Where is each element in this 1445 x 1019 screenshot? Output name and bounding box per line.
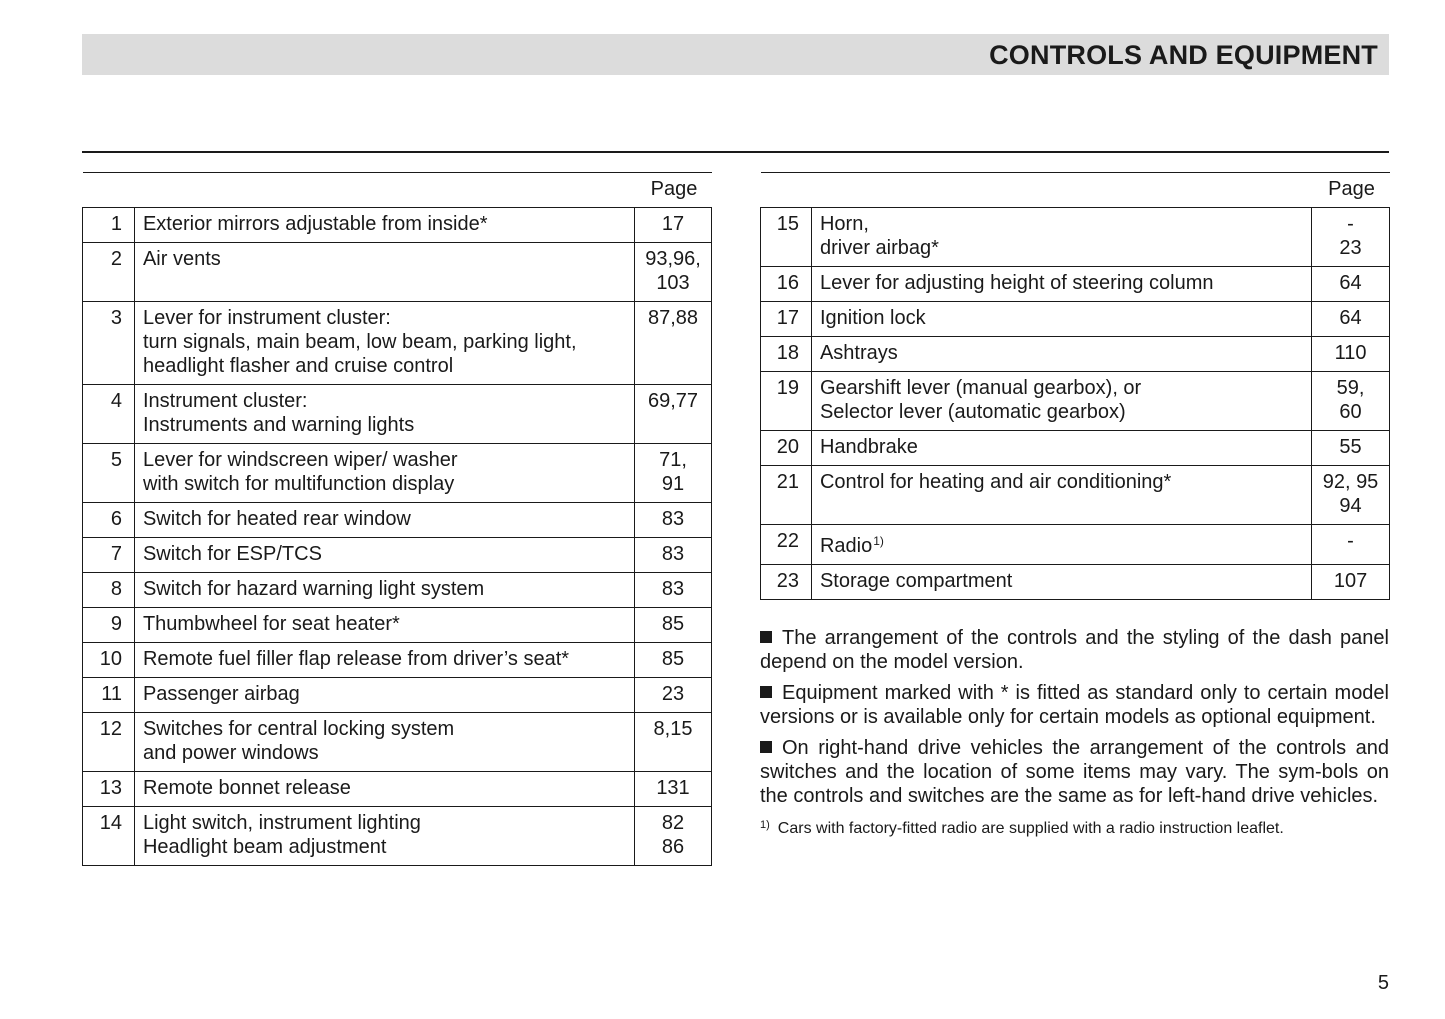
header-empty-cell (134, 173, 634, 208)
table-row (83, 208, 712, 243)
description-text: Switches for central locking system (142, 718, 455, 740)
page-reference (1312, 466, 1390, 525)
item-description (134, 573, 634, 608)
footnote (760, 815, 1389, 839)
description-line (143, 247, 628, 271)
description-text: Lever for windscreen wiper/ washer (142, 449, 458, 471)
table-row (83, 643, 712, 678)
page-reference-line: 17 (661, 213, 685, 235)
note (760, 736, 1389, 808)
page-reference-line: - (1347, 530, 1354, 552)
description-line (143, 647, 628, 671)
description-text: Switch for ESP/TCS (142, 543, 322, 565)
note-text: On right-hand drive vehicles the arrangement of the controls and switches and the location of some items may vary. The sym-bols on the controls and switches are the same as for left-hand drive vehicles. (760, 737, 1389, 807)
table-row (83, 772, 712, 807)
description-text: Switch for hazard warning light system (142, 578, 485, 600)
description-text: Remote fuel filler flap release from driver’s seat* (142, 648, 570, 670)
item-number: 23 (761, 565, 812, 600)
page-reference (635, 807, 712, 866)
description-text: Control for heating and air conditioning* (819, 471, 1172, 493)
square-bullet-icon (760, 686, 772, 698)
page-reference-line: 23 (661, 683, 685, 705)
item-number: 16 (761, 267, 812, 302)
table-row (83, 503, 712, 538)
item-description (134, 385, 634, 444)
table-row (761, 565, 1390, 600)
page-reference-line: 92, 95 (1322, 471, 1379, 493)
page-title: CONTROLS AND EQUIPMENT (989, 40, 1378, 70)
item-number: 7 (83, 538, 135, 573)
footnote-text: Cars with factory-fitted radio are supplied with a radio instruction leaflet. (777, 820, 1284, 837)
description-line (143, 717, 628, 741)
item-number: 20 (761, 431, 812, 466)
page-reference-line: 85 (661, 613, 685, 635)
table-row (83, 444, 712, 503)
item-number: 1 (83, 208, 135, 243)
item-description (134, 678, 634, 713)
description-line (820, 376, 1305, 400)
item-number: 4 (83, 385, 135, 444)
page-reference (635, 243, 712, 302)
description-text: Storage compartment (819, 570, 1013, 592)
page-reference-line: 83 (661, 578, 685, 600)
description-text: Instruments and warning lights (142, 414, 415, 436)
item-number: 3 (83, 302, 135, 385)
page-reference-line: 23 (1339, 237, 1362, 259)
description-line (143, 612, 628, 636)
item-number: 10 (83, 643, 135, 678)
notes (760, 626, 1389, 839)
page-reference-line: 82 (661, 812, 685, 834)
table-row (761, 302, 1390, 337)
item-description (134, 243, 634, 302)
item-number: 2 (83, 243, 135, 302)
note-text: Equipment marked with * is fitted as standard only to certain model versions or is available only for certain models as optional equipment. (760, 682, 1389, 728)
description-line (820, 435, 1305, 459)
page-reference (635, 208, 712, 243)
item-description (134, 608, 634, 643)
header-bar (82, 34, 1389, 75)
description-line (143, 811, 628, 835)
description-text: Lever for adjusting height of steering column (819, 272, 1214, 294)
description-line (143, 577, 628, 601)
description-line (143, 448, 628, 472)
description-line (143, 389, 628, 413)
table-row (761, 267, 1390, 302)
item-number: 18 (761, 337, 812, 372)
description-text: Radio (819, 535, 873, 557)
description-text: with switch for multifunction display (142, 473, 455, 495)
description-line (143, 413, 628, 437)
table-row (83, 678, 712, 713)
page-reference (1312, 302, 1390, 337)
item-description (134, 538, 634, 573)
description-line (820, 236, 1305, 260)
note (760, 626, 1389, 674)
description-line (143, 472, 628, 496)
description-text: Handbrake (819, 436, 918, 458)
item-description (811, 302, 1311, 337)
description-line (143, 354, 628, 378)
square-bullet-icon (760, 741, 772, 753)
item-number: 5 (83, 444, 135, 503)
description-text: Remote bonnet release (142, 777, 351, 799)
page-column-header: Page (1312, 173, 1390, 208)
description-text: Passenger airbag (142, 683, 300, 705)
description-text: Ashtrays (819, 342, 898, 364)
item-description (811, 372, 1311, 431)
table-header-row (83, 173, 712, 208)
description-text: Exterior mirrors adjustable from inside* (142, 213, 488, 235)
item-description (811, 208, 1311, 267)
description-text: and power windows (142, 742, 319, 764)
page-reference (635, 678, 712, 713)
page-reference-line: 60 (1339, 401, 1362, 423)
description-line (820, 529, 1305, 558)
page-reference-line: 8,15 (653, 718, 693, 740)
item-description (811, 525, 1311, 565)
item-description (134, 713, 634, 772)
header-empty-cell (83, 173, 135, 208)
description-text: Selector lever (automatic gearbox) (819, 401, 1126, 423)
page-reference-line: 55 (1339, 436, 1362, 458)
header-empty-cell (761, 173, 812, 208)
item-number: 15 (761, 208, 812, 267)
page-reference-line: 91 (661, 473, 685, 495)
page-reference-line: 87,88 (647, 307, 699, 329)
item-description (134, 643, 634, 678)
table-row (761, 431, 1390, 466)
page-reference-line: 110 (1334, 342, 1367, 364)
item-number: 22 (761, 525, 812, 565)
page-reference-line: 107 (1333, 570, 1368, 592)
description-line (143, 542, 628, 566)
description-text: Light switch, instrument lighting (142, 812, 421, 834)
divider (82, 151, 1389, 153)
description-line (143, 507, 628, 531)
page-column-header: Page (635, 173, 712, 208)
table-row (761, 466, 1390, 525)
item-description (134, 503, 634, 538)
page-reference (1312, 267, 1390, 302)
description-text: Lever for instrument cluster: (142, 307, 391, 329)
item-number: 6 (83, 503, 135, 538)
page-reference-line: 83 (661, 508, 685, 530)
controls-table-left (82, 172, 712, 866)
page-reference (1312, 565, 1390, 600)
description-line (143, 776, 628, 800)
table-row (83, 713, 712, 772)
page-reference-line: 64 (1339, 307, 1362, 329)
page-reference (635, 573, 712, 608)
table-row (761, 208, 1390, 267)
description-line (820, 341, 1305, 365)
item-description (134, 772, 634, 807)
table-row (761, 372, 1390, 431)
item-description (134, 807, 634, 866)
item-number: 13 (83, 772, 135, 807)
description-line (143, 835, 628, 859)
item-description (134, 208, 634, 243)
page-reference (635, 302, 712, 385)
item-number: 17 (761, 302, 812, 337)
item-description (811, 565, 1311, 600)
controls-table-right (760, 172, 1390, 600)
page-reference (635, 385, 712, 444)
page-reference (635, 503, 712, 538)
footnote-mark: 1) (760, 819, 770, 831)
description-line (820, 470, 1305, 494)
page-number: 5 (1377, 972, 1389, 994)
description-text: Ignition lock (819, 307, 926, 329)
page-reference (1312, 525, 1390, 565)
table-row (83, 385, 712, 444)
description-text: Air vents (142, 248, 221, 270)
page-reference-line: 83 (661, 543, 685, 565)
table-row (761, 525, 1390, 565)
description-line (820, 569, 1305, 593)
page-reference-line: - (1347, 213, 1354, 235)
item-description (811, 466, 1311, 525)
description-text: Instrument cluster: (142, 390, 308, 412)
item-number: 11 (83, 678, 135, 713)
description-line (820, 306, 1305, 330)
page-reference (635, 608, 712, 643)
table-row (83, 807, 712, 866)
item-number: 8 (83, 573, 135, 608)
note (760, 681, 1389, 729)
description-line (820, 271, 1305, 295)
table-row (83, 302, 712, 385)
item-number: 12 (83, 713, 135, 772)
description-text: Gearshift lever (manual gearbox), or (819, 377, 1142, 399)
description-line (820, 212, 1305, 236)
description-line (143, 212, 628, 236)
item-number: 21 (761, 466, 812, 525)
page-reference-line: 85 (661, 648, 685, 670)
description-line (143, 306, 628, 330)
page-reference (635, 444, 712, 503)
description-text: Headlight beam adjustment (142, 836, 387, 858)
description-text: turn signals, main beam, low beam, parking light, (142, 331, 577, 353)
note-text: The arrangement of the controls and the styling of the dash panel depend on the model version. (760, 627, 1389, 673)
item-description (134, 302, 634, 385)
description-line (143, 330, 628, 354)
square-bullet-icon (760, 631, 772, 643)
description-text: Switch for heated rear window (142, 508, 411, 530)
item-description (134, 444, 634, 503)
description-line (143, 741, 628, 765)
page-reference-line: 69,77 (647, 390, 699, 412)
table-row (83, 243, 712, 302)
table-row (83, 573, 712, 608)
page-reference-line: 103 (656, 272, 690, 294)
item-description (811, 337, 1311, 372)
item-number: 9 (83, 608, 135, 643)
page-reference-line: 131 (656, 777, 690, 799)
page-reference (635, 713, 712, 772)
page-reference (1312, 208, 1390, 267)
page-reference-line: 86 (661, 836, 685, 858)
description-text: driver airbag* (819, 237, 939, 259)
page-reference-line: 59, (1336, 377, 1365, 399)
footnote-reference: 1) (873, 534, 884, 548)
page-reference (635, 772, 712, 807)
page-reference-line: 64 (1339, 272, 1362, 294)
description-text: headlight flasher and cruise control (142, 355, 454, 377)
description-text: Horn, (819, 213, 869, 235)
page-reference (1312, 372, 1390, 431)
item-number: 14 (83, 807, 135, 866)
description-line (143, 682, 628, 706)
table-row (761, 337, 1390, 372)
table-row (83, 538, 712, 573)
page-reference (1312, 337, 1390, 372)
header-empty-cell (811, 173, 1311, 208)
table-row (83, 608, 712, 643)
page-reference-line: 94 (1339, 495, 1362, 517)
table-header-row (761, 173, 1390, 208)
page-reference-line: 71, (659, 449, 687, 471)
description-line (820, 400, 1305, 424)
page-reference (635, 643, 712, 678)
item-number: 19 (761, 372, 812, 431)
page-reference (635, 538, 712, 573)
page-reference (1312, 431, 1390, 466)
item-description (811, 431, 1311, 466)
item-description (811, 267, 1311, 302)
page-reference-line: 93,96, (645, 248, 701, 270)
description-text: Thumbwheel for seat heater* (142, 613, 400, 635)
